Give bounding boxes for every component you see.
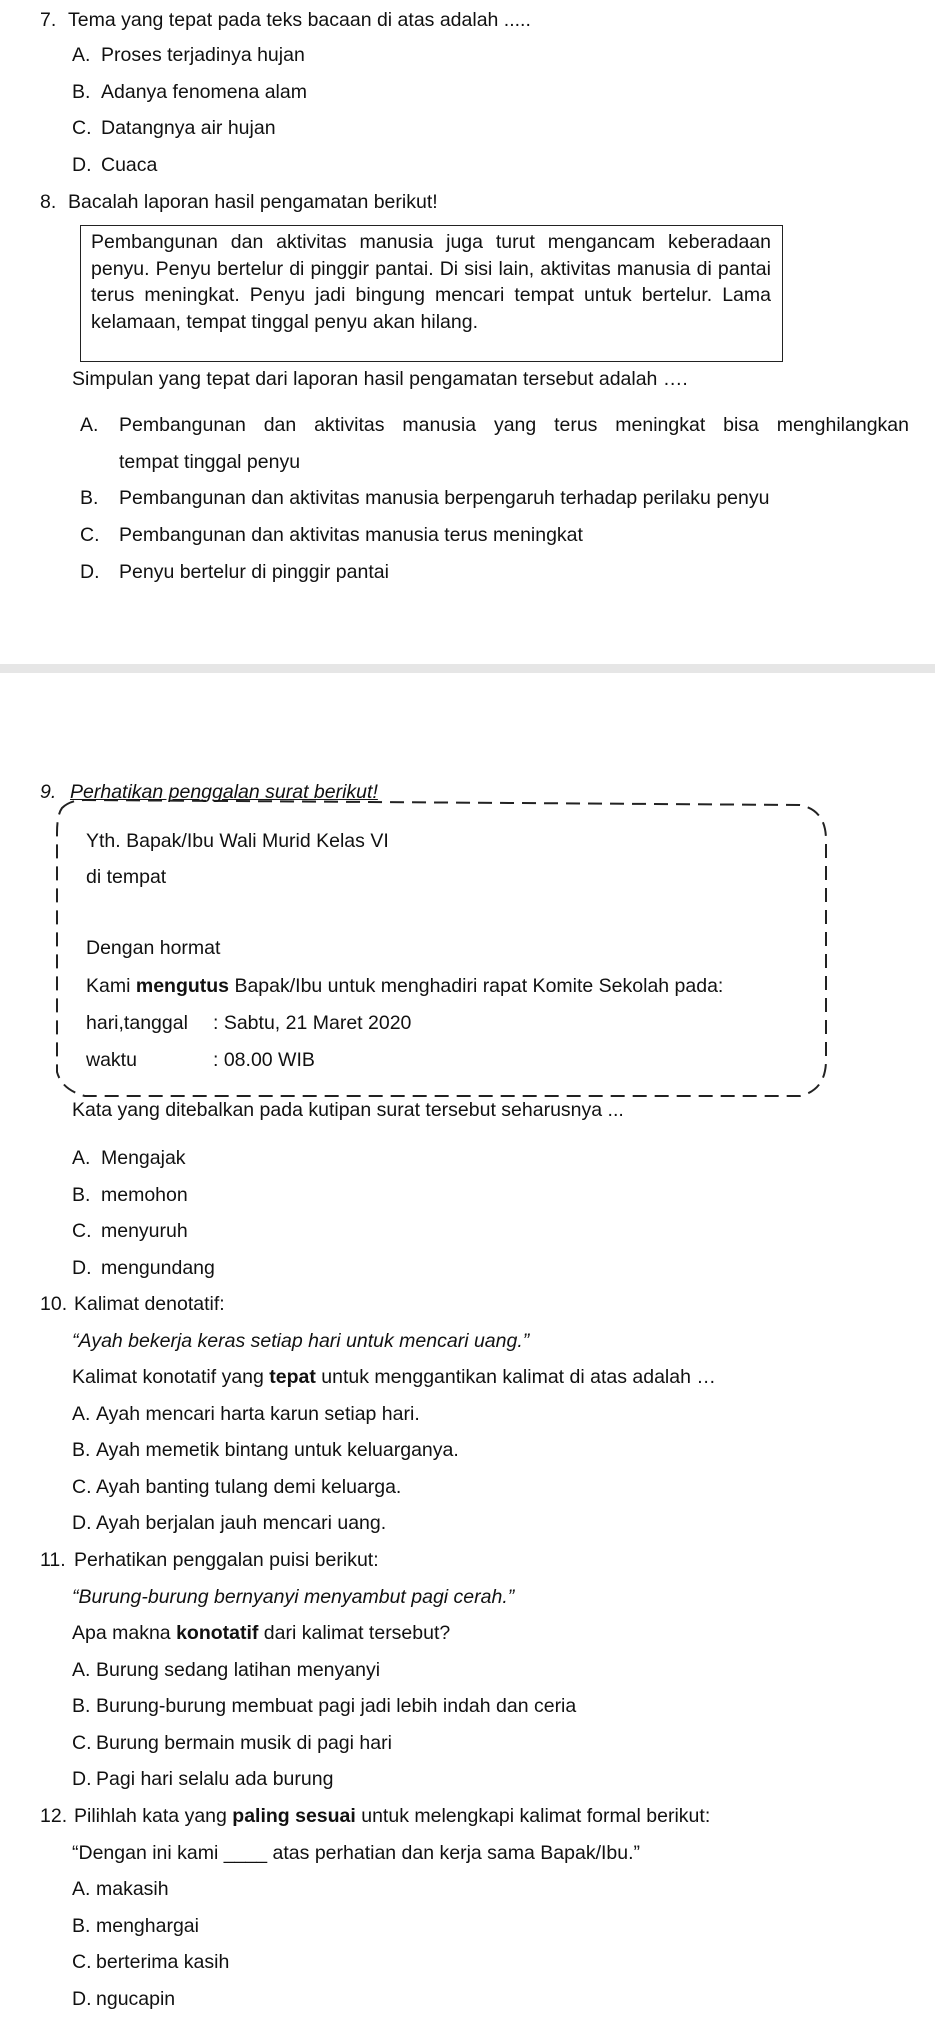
passage-text: Pembangunan dan aktivitas manusia juga turut mengancam keberadaan penyu. Penyu bertelur di pinggir pantai. Di sisi lain, aktivitas manusia di pantai terus meningkat. Penyu jadi bingung mencari tempat untuk bertelur. Lama kelamaan, tempat tinggal penyu akan hilang. bbox=[91, 231, 771, 333]
question-prompt: Kata yang ditebalkan pada kutipan surat tersebut seharusnya ... bbox=[72, 1099, 624, 1121]
option-text: Cuaca bbox=[101, 154, 158, 176]
option-text: Ayah berjalan jauh mencari uang. bbox=[96, 1512, 387, 1534]
letter-body-end: Bapak/Ibu untuk menghadiri rapat Komite Sekolah pada: bbox=[229, 975, 724, 997]
sentence-start: “Dengan ini kami bbox=[72, 1842, 224, 1864]
option-text: Datangnya air hujan bbox=[101, 117, 276, 139]
option-text: Ayah memetik bintang untuk keluarganya. bbox=[96, 1439, 459, 1461]
option-letter: D. bbox=[72, 1768, 92, 1790]
option-text: Burung-burung membuat pagi jadi lebih indah dan ceria bbox=[96, 1695, 577, 1717]
letter-place: di tempat bbox=[86, 866, 167, 888]
option-text: Burung sedang latihan menyanyi bbox=[96, 1659, 381, 1681]
question-prompt bbox=[72, 1622, 450, 1645]
option-text: Ayah mencari harta karun setiap hari. bbox=[96, 1403, 420, 1425]
question-number: 10. bbox=[40, 1293, 68, 1315]
question-number: 12. bbox=[40, 1805, 68, 1827]
option-text: makasih bbox=[96, 1878, 169, 1900]
option-letter: D. bbox=[72, 154, 92, 176]
question-number: 8. bbox=[40, 191, 57, 213]
letter-body-bold-word: mengutus bbox=[135, 975, 230, 997]
option-text: berterima kasih bbox=[96, 1951, 230, 1973]
option-text: Pembangunan dan aktivitas manusia terus meningkat bbox=[119, 524, 583, 546]
question-number: 9. bbox=[40, 781, 57, 803]
letter-recipient: Yth. Bapak/Ibu Wali Murid Kelas VI bbox=[86, 830, 389, 852]
option-letter: D. bbox=[72, 1257, 92, 1279]
option-text: Penyu bertelur di pinggir pantai bbox=[119, 561, 389, 583]
letter-time-label: waktu bbox=[86, 1049, 137, 1071]
option-letter: A. bbox=[72, 44, 91, 66]
question-prompt bbox=[72, 1366, 716, 1389]
option-text: menghargai bbox=[96, 1915, 199, 1937]
option-text: ngucapin bbox=[96, 1988, 176, 2010]
question-bold-phrase: paling sesuai bbox=[232, 1805, 356, 1827]
letter-body bbox=[86, 975, 723, 998]
sentence-end: atas perhatian dan kerja sama Bapak/Ibu.” bbox=[267, 1842, 641, 1864]
letter-date-label: hari,tanggal bbox=[86, 1012, 188, 1034]
question-text-end: untuk melengkapi kalimat formal berikut: bbox=[355, 1805, 711, 1827]
option-text: Pagi hari selalu ada burung bbox=[96, 1768, 334, 1790]
question-text: Bacalah laporan hasil pengamatan berikut! bbox=[68, 191, 438, 213]
option-letter: D. bbox=[72, 1988, 92, 2010]
option-letter: C. bbox=[72, 1951, 92, 1973]
question-number: 7. bbox=[40, 9, 57, 31]
option-letter: A. bbox=[72, 1403, 91, 1425]
question-text: Kalimat denotatif: bbox=[74, 1293, 225, 1315]
letter-body-start: Kami bbox=[86, 975, 136, 997]
option-letter: A. bbox=[72, 1659, 91, 1681]
option-text: Mengajak bbox=[101, 1147, 186, 1169]
prompt-start: Kalimat konotatif yang bbox=[72, 1366, 270, 1388]
option-text: Adanya fenomena alam bbox=[101, 81, 307, 103]
question-text-start: Pilihlah kata yang bbox=[74, 1805, 233, 1827]
prompt-start: Apa makna bbox=[72, 1622, 177, 1644]
question-prompt: Simpulan yang tepat dari laporan hasil pengamatan tersebut adalah …. bbox=[72, 368, 688, 390]
option-letter: A. bbox=[72, 1878, 91, 1900]
option-letter: B. bbox=[72, 1915, 91, 1937]
question-text: Perhatikan penggalan puisi berikut: bbox=[74, 1549, 379, 1571]
option-text: memohon bbox=[101, 1184, 188, 1206]
letter-date-value: : Sabtu, 21 Maret 2020 bbox=[213, 1012, 412, 1034]
option-letter: A. bbox=[72, 1147, 91, 1169]
option-text: mengundang bbox=[101, 1257, 215, 1279]
prompt-bold-word: konotatif bbox=[176, 1622, 259, 1644]
option-text: Pembangunan dan aktivitas manusia berpengaruh terhadap perilaku penyu bbox=[119, 487, 770, 509]
sentence-blank: ____ bbox=[223, 1842, 268, 1864]
prompt-end: untuk menggantikan kalimat di atas adalah … bbox=[315, 1366, 716, 1388]
option-letter: D. bbox=[72, 1512, 92, 1534]
option-letter: B. bbox=[80, 487, 99, 509]
option-letter: B. bbox=[72, 1439, 91, 1461]
quote-text: “Burung-burung bernyanyi menyambut pagi cerah.” bbox=[72, 1586, 515, 1608]
option-letter: C. bbox=[72, 1732, 92, 1754]
option-text: Pembangunan dan aktivitas manusia yang terus meningkat bisa menghilangkan bbox=[119, 414, 909, 436]
question-number: 11. bbox=[40, 1549, 66, 1571]
prompt-bold-word: tepat bbox=[269, 1366, 316, 1388]
prompt-end: dari kalimat tersebut? bbox=[258, 1622, 451, 1644]
question-text: Tema yang tepat pada teks bacaan di atas adalah ..... bbox=[68, 9, 531, 31]
option-text: Ayah banting tulang demi keluarga. bbox=[96, 1476, 402, 1498]
option-letter: C. bbox=[72, 117, 92, 139]
option-letter: D. bbox=[80, 561, 100, 583]
option-letter: B. bbox=[72, 1695, 91, 1717]
letter-greeting: Dengan hormat bbox=[86, 937, 221, 959]
option-letter: B. bbox=[72, 1184, 91, 1206]
option-letter: C. bbox=[72, 1220, 92, 1242]
option-text: menyuruh bbox=[101, 1220, 188, 1242]
letter-time-value: : 08.00 WIB bbox=[213, 1049, 315, 1071]
option-text-continuation: tempat tinggal penyu bbox=[119, 451, 301, 473]
option-text: Burung bermain musik di pagi hari bbox=[96, 1732, 392, 1754]
option-letter: C. bbox=[80, 524, 100, 546]
question-text bbox=[74, 1805, 710, 1828]
option-letter: B. bbox=[72, 81, 91, 103]
quote-text: “Ayah bekerja keras setiap hari untuk mencari uang.” bbox=[72, 1330, 530, 1352]
question-text: Perhatikan penggalan surat berikut! bbox=[70, 781, 378, 803]
fill-in-sentence bbox=[72, 1842, 640, 1865]
option-letter: A. bbox=[80, 414, 99, 436]
option-letter: C. bbox=[72, 1476, 92, 1498]
option-text: Proses terjadinya hujan bbox=[101, 44, 305, 66]
